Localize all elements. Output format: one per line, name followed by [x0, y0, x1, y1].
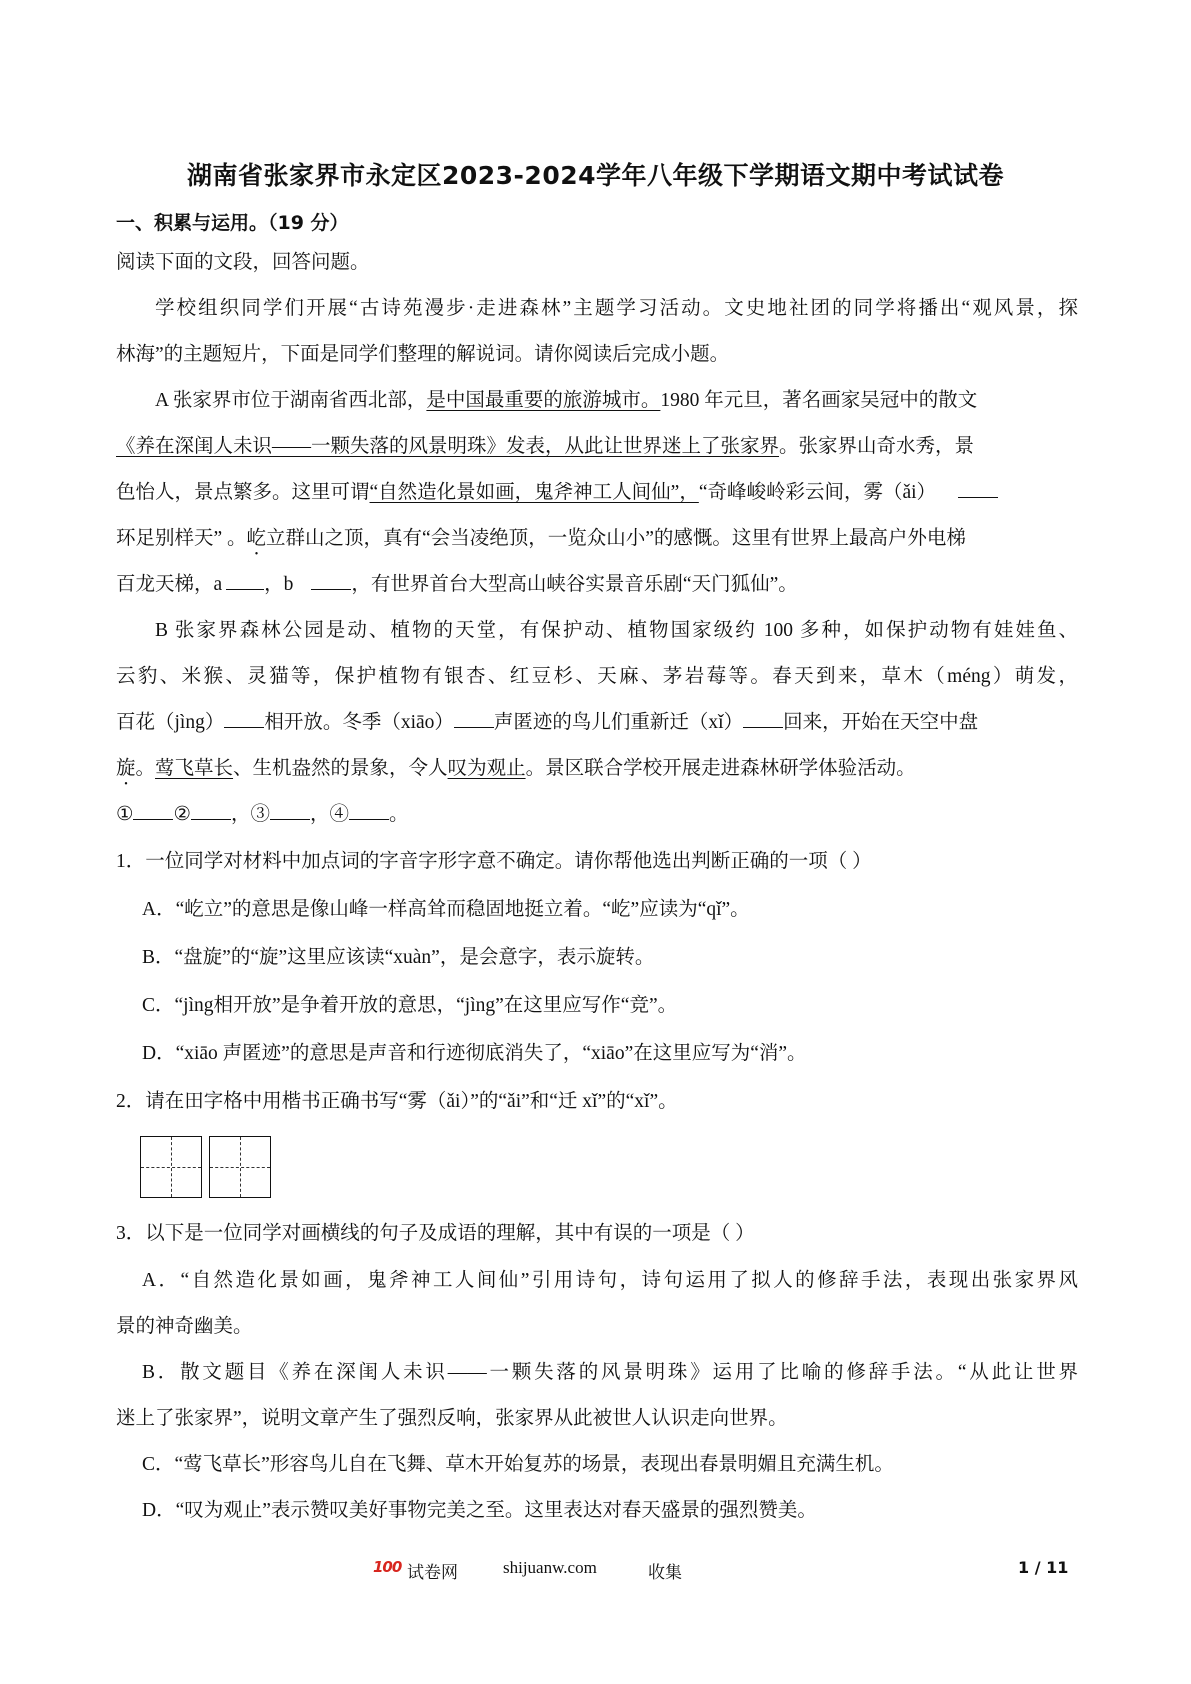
question-1-option-b[interactable]: B．“盘旋”的“旋”这里应该读“xuàn”，是会意字，表示旋转。 — [142, 947, 655, 968]
text-span: ，b — [264, 574, 294, 595]
paragraph-a-line — [116, 424, 1078, 470]
fill-blank-a[interactable] — [226, 567, 264, 590]
question-3-stem: 3．以下是一位同学对画横线的句子及成语的理解，其中有误的一项是（ ） — [116, 1223, 755, 1244]
dotted-char: 屹 — [246, 528, 267, 549]
paragraph-intro-line: 学校组织同学们开展“古诗苑漫步·走进森林”主题学习活动。文史地社团的同学将播出“观风景，探 — [155, 298, 1078, 319]
text-span: ，有世界首台大型高山峡谷实景音乐剧“天门狐仙”。 — [351, 574, 798, 595]
reading-intro: 阅读下面的文段，回答问题。 — [116, 252, 370, 273]
question-1-option-a[interactable]: A．“屹立”的意思是像山峰一样高耸而稳固地挺立着。“屹”应读为“qǐ”。 — [142, 899, 750, 920]
page-number: 1 / 11 — [1018, 1558, 1069, 1577]
question-3-option-b-cont[interactable]: 迷上了张家界”，说明文章产生了强烈反响，张家界从此被世人认识走向世界。 — [116, 1408, 788, 1429]
fill-blank-2[interactable] — [191, 797, 231, 820]
underlined-quote: “自然造化景如画，鬼斧神工人间仙”， — [369, 482, 699, 503]
question-1-stem: 1．一位同学对材料中加点词的字音字形字意不确定。请你帮他选出判断正确的一项（ ） — [116, 851, 872, 872]
fill-blank[interactable] — [454, 705, 494, 728]
question-3-option-d[interactable]: D．“叹为观止”表示赞叹美好事物完美之至。这里表达对春天盛景的强烈赞美。 — [142, 1500, 817, 1521]
text-span: “奇峰峻岭彩云间，雾（ǎi） — [698, 482, 937, 503]
text-span: A 张家界市位于湖南省西北部， — [155, 390, 427, 411]
blank-label: ② — [173, 804, 191, 825]
fill-blank[interactable] — [743, 705, 783, 728]
fill-blank-b[interactable] — [311, 567, 351, 590]
dotted-char: 旋 — [116, 758, 136, 779]
underlined-idiom: 莺飞草长 — [155, 758, 234, 779]
section-heading: 一、积累与运用。（19 分） — [116, 212, 349, 234]
text-span: 。张家界山奇水秀，景 — [779, 436, 975, 457]
underlined-idiom: 叹为观止 — [447, 758, 526, 779]
underlined-sentence: 《养在深闺人未识——一颗失落的风景明珠》发表，从此让世界迷上了张家界 — [116, 436, 780, 457]
fill-blank-4[interactable] — [349, 797, 389, 820]
text-span: 环足别样天” 。 — [116, 528, 247, 549]
fill-blank-3[interactable] — [270, 797, 310, 820]
paragraph-b-line — [116, 746, 1078, 792]
text-span: 回来，开始在天空中盘 — [783, 712, 979, 733]
paragraph-b-line — [116, 700, 1078, 746]
text-span: 立群山之顶，真有“会当凌绝顶，一览众山小”的感慨。这里有世界上最高户外电梯 — [266, 528, 966, 549]
question-3-option-b[interactable]: B．散文题目《养在深闺人未识——一颗失落的风景明珠》运用了比喻的修辞手法。“从此让世界 — [142, 1362, 1078, 1383]
question-1-option-d[interactable]: D．“xiāo 声匿迹”的意思是声音和行迹彻底消失了，“xiāo”在这里应写为“消”。 — [142, 1043, 807, 1064]
text-span: 。 — [135, 758, 156, 779]
tianzige-grid — [116, 1126, 1078, 1206]
question-3-option-c[interactable]: C．“莺飞草长”形容鸟儿自在飞舞、草木开始复苏的场景，表现出春景明媚且充满生机。 — [142, 1454, 894, 1475]
text-span: 。景区联合学校开展走进森林研学体验活动。 — [525, 758, 916, 779]
exam-title: 湖南省张家界市永定区2023-2024学年八年级下学期语文期中考试试卷 — [186, 161, 1005, 190]
writing-box-1[interactable] — [140, 1136, 202, 1198]
paragraph-a-line — [116, 470, 1078, 516]
fill-blank[interactable] — [958, 475, 998, 498]
paragraph-intro-line: 林海”的主题短片，下面是同学们整理的解说词。请你阅读后完成小题。 — [116, 344, 730, 365]
collect-label: 收集 — [648, 1563, 682, 1582]
fill-blank[interactable] — [224, 705, 264, 728]
paragraph-b-line: 云豹、米猴、灵猫等，保护植物有银杏、红豆杉、天麻、茅岩莓等。春天到来，草木（méng）萌发， — [116, 666, 1078, 687]
text-span: 。 — [389, 804, 409, 825]
text-span: 1980 年元旦，著名画家吴冠中的散文 — [660, 390, 978, 411]
text-span: 百花（jìng） — [116, 712, 225, 733]
site-logo: 100 — [373, 1558, 402, 1576]
question-2-stem: 2．请在田字格中用楷书正确书写“雾（ǎi）”的“ǎi”和“迁 xǐ”的“xǐ”。 — [116, 1091, 678, 1112]
question-1-option-c[interactable]: C．“jìng相开放”是争着开放的意思，“jìng”在这里应写作“竞”。 — [142, 995, 678, 1016]
text-span: 百龙天梯，a — [116, 574, 223, 595]
text-span: 相开放。冬季（xiāo） — [264, 712, 454, 733]
page-footer — [0, 1554, 1191, 1584]
paragraph-b-line: B 张家界森林公园是动、植物的天堂，有保护动、植物国家级约 100 多种，如保护动物有娃娃鱼、 — [155, 620, 1078, 641]
blank-label: ，④ — [309, 804, 349, 825]
text-span: 色怡人，景点繁多。这里可谓 — [116, 482, 370, 503]
paragraph-a-line — [116, 562, 1078, 608]
blank-label: ，③ — [230, 804, 270, 825]
site-name: 试卷网 — [407, 1563, 458, 1582]
paragraph-a-line — [116, 516, 1078, 562]
text-span: 、生机盎然的景象，令人 — [233, 758, 448, 779]
answer-blanks-line — [116, 792, 1078, 838]
question-3-option-a[interactable]: A．“自然造化景如画，鬼斧神工人间仙”引用诗句，诗句运用了拟人的修辞手法，表现出张家界风 — [142, 1270, 1078, 1291]
paragraph-a-line — [116, 378, 1078, 424]
blank-label: ① — [116, 804, 134, 825]
fill-blank-1[interactable] — [133, 797, 173, 820]
exam-content — [116, 240, 1078, 1534]
underlined-sentence: 是中国最重要的旅游城市。 — [426, 390, 661, 411]
question-3-option-a-cont[interactable]: 景的神奇幽美。 — [116, 1316, 253, 1337]
writing-box-2[interactable] — [209, 1136, 271, 1198]
text-span: 声匿迹的鸟儿们重新迁（xǐ） — [493, 712, 744, 733]
site-domain[interactable]: shijuanw.com — [503, 1558, 597, 1577]
